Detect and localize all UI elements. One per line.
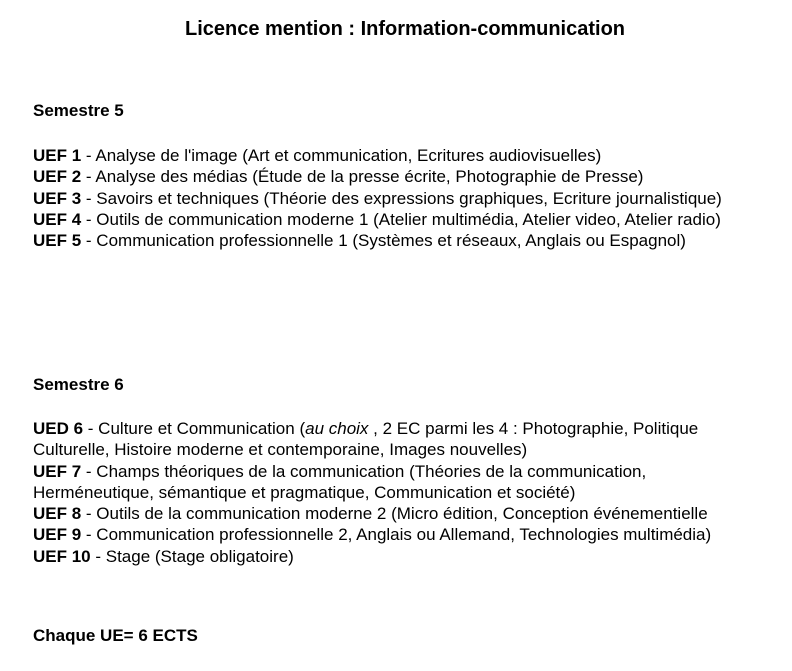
semester-5-heading: Semestre 5 (33, 101, 124, 120)
unit-item (33, 145, 733, 166)
unit-description: , 2 EC parmi les 4 : Photographie, Politique Culturelle, Histoire moderne et contemporaine, Images nouvelles) (33, 419, 699, 460)
unit-description: - Outils de communication moderne 1 (Atelier multimédia, Atelier video, Atelier radio) (81, 209, 721, 229)
semester-6-unit-list (33, 418, 733, 567)
unit-code: UEF 5 (33, 231, 82, 251)
unit-description: - Analyse de l'image (Art et communication, Ecritures audiovisuelles) (81, 146, 602, 165)
unit-description: - Analyse des médias (Étude de la presse écrite, Photographie de Presse) (81, 167, 644, 187)
unit-code: UEF 10 (33, 546, 91, 566)
unit-description: - Champs théoriques de la communication (Théories de la communication, Herméneutique, sémantique et pragmatique, Communication et société) (33, 461, 647, 502)
unit-description: - Communication professionnelle 1 (Systèmes et réseaux, Anglais ou Espagnol) (81, 231, 686, 251)
unit-item (33, 418, 733, 461)
unit-code: UEF 8 (33, 504, 82, 524)
unit-item (33, 209, 733, 230)
unit-code: UED 6 (33, 419, 84, 438)
unit-code: UEF 9 (33, 525, 82, 545)
page-title: Licence mention : Information-communication (184, 18, 626, 40)
unit-code: UEF 1 (33, 146, 82, 165)
unit-description: - Stage (Stage obligatoire) (90, 546, 294, 566)
unit-item (33, 230, 733, 251)
unit-code: UEF 2 (33, 167, 82, 187)
unit-item (33, 546, 733, 567)
semester-6-heading: Semestre 6 (33, 375, 124, 394)
semester-5-unit-list (33, 145, 733, 251)
unit-description: - Outils de la communication moderne 2 (Micro édition, Conception événementielle (81, 504, 708, 524)
unit-emphasis: au choix (305, 419, 369, 438)
unit-item (33, 503, 733, 524)
unit-code: UEF 7 (33, 461, 82, 481)
unit-item (33, 188, 733, 209)
unit-code: UEF 4 (33, 209, 82, 229)
unit-code: UEF 3 (33, 188, 82, 208)
unit-description: - Communication professionnelle 2, Anglais ou Allemand, Technologies multimédia) (81, 525, 712, 545)
unit-item (33, 461, 733, 504)
ects-note: Chaque UE= 6 ECTS (33, 626, 198, 645)
unit-item (33, 524, 733, 545)
unit-description: - Savoirs et techniques (Théorie des expressions graphiques, Ecriture journalistique) (81, 188, 722, 208)
unit-item (33, 166, 733, 187)
unit-description: - Culture et Communication ( (83, 419, 306, 438)
